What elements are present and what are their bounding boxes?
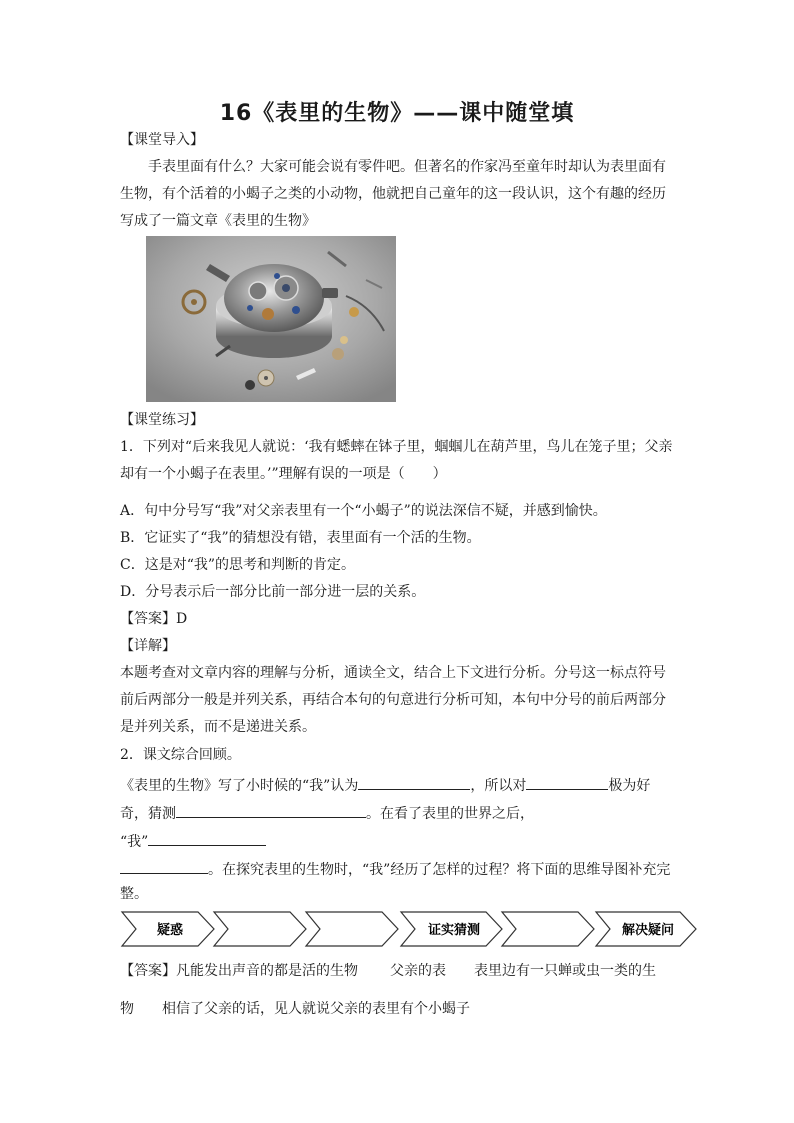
q2-answer-item: 凡能发出声音的都是活的生物 [176,963,358,979]
flow-step-6-label: 解决疑问 [621,923,675,938]
q2-text: “我” [120,834,149,850]
q2-text: 。在探究表里的生物时，“我”经历了怎样的过程？将下面的思维导图补充完 [208,862,671,878]
mind-map-flow [118,908,702,950]
q2-answer-item: 父亲的表 [390,963,446,979]
q2-stem: 2．课文综合回顾。 [120,747,241,763]
q2-text: ，所以对 [470,778,527,794]
q2-answer-item: 物 [120,1001,134,1017]
q1-option-d: D．分号表示后一部分比前一部分进一层的关系。 [120,584,426,600]
q2-answer-label: 【答案】 [120,963,176,979]
watch-movement-icon [146,236,396,402]
flow-step-4-label: 证实猜测 [427,923,481,938]
q2-answer-line-2 [120,999,470,1019]
watch-movement-photo [146,236,396,402]
q1-detail-line: 本题考查对文章内容的理解与分析，通读全文，结合上下文进行分析。分号这一标点符号 [120,665,666,681]
q1-option-b: B．它证实了“我”的猜想没有错，表里面有一个活的生物。 [120,530,481,546]
q2-line-4 [120,857,670,880]
q1-detail-line: 前后两部分一般是并列关系，再结合本句的句意进行分析可知，本句中分号的前后两部分 [120,692,666,708]
blank-2[interactable] [526,773,608,790]
q2-answer-line-1 [120,961,656,981]
practice-heading: 【课堂练习】 [120,412,204,428]
q2-answer-item: 相信了父亲的话，见人就说父亲的表里有个小蝎子 [162,1001,470,1017]
page-title: 16《表里的生物》——课中随堂填 [219,101,575,126]
q1-answer: 【答案】D [120,611,188,627]
q2-text: 极为好 [608,778,651,794]
intro-heading: 【课堂导入】 [120,132,204,148]
blank-5[interactable] [120,857,208,874]
q1-stem-line: 1．下列对“后来我见人就说：‘我有蟋蟀在钵子里，蝈蝈儿在葫芦里，鸟儿在笼子里；父亲 [120,439,673,455]
q1-detail-heading: 【详解】 [120,638,176,654]
q2-text: 。在看了表里的世界之后， [366,806,534,822]
q2-line-2 [120,801,534,824]
flow-step-1-label: 疑惑 [156,923,184,938]
intro-line: 生物，有个活着的小蝎子之类的小动物，他就把自己童年的这一段认识，这个有趣的经历 [120,186,666,202]
blank-4[interactable] [148,829,266,846]
q1-option-c: C．这是对“我”的思考和判断的肯定。 [120,557,356,573]
q1-option-a: A．句中分号写“我”对父亲表里有一个“小蝎子”的说法深信不疑，并感到愉快。 [120,503,607,519]
intro-line: 手表里面有什么？大家可能会说有零件吧。但著名的作家冯至童年时却认为表里面有 [148,159,666,175]
blank-3[interactable] [176,801,366,818]
q1-stem-line: 却有一个小蝎子在表里。’”理解有误的一项是（ ） [120,466,447,482]
flow-step-2-shape[interactable] [214,912,306,946]
q2-line-3 [120,829,266,852]
intro-line: 写成了一篇文章《表里的生物》 [120,213,316,229]
flow-step-3-shape[interactable] [306,912,398,946]
q2-text: 《表里的生物》写了小时候的“我”认为 [120,778,359,794]
q2-line-5: 整。 [120,886,148,902]
q2-answer-item: 表里边有一只蝉或虫一类的生 [474,963,656,979]
q2-text: 奇，猜测 [120,806,176,822]
flow-step-5-shape[interactable] [502,912,594,946]
blank-1[interactable] [358,773,470,790]
q2-line-1 [120,773,650,796]
q1-detail-line: 是并列关系，而不是递进关系。 [120,719,316,735]
